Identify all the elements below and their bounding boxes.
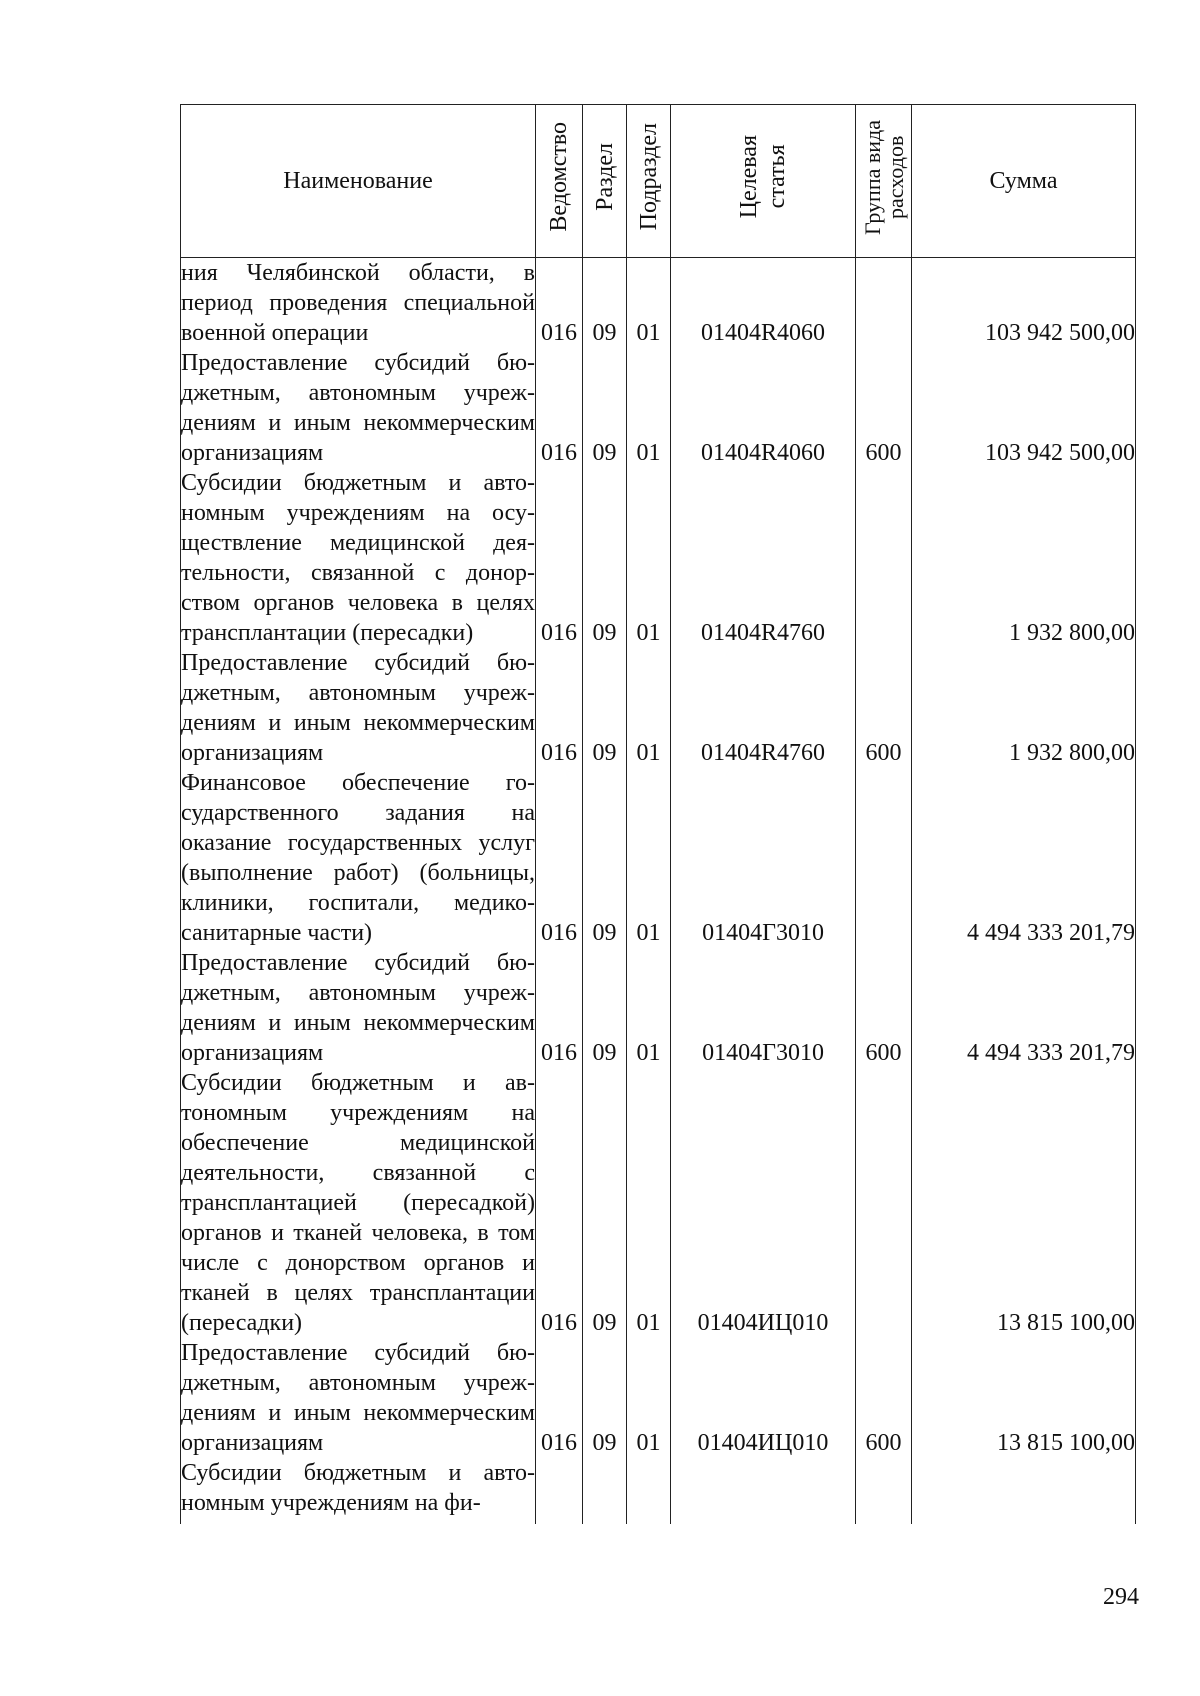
budget-table bbox=[180, 104, 1136, 1524]
row-celevaya: 01404Г3010 bbox=[671, 768, 856, 948]
row-gruppa bbox=[856, 768, 912, 948]
row-ved: 016 bbox=[536, 258, 583, 349]
row-name: Финансовое обеспечение государственного задания на оказание государственных услуг (выполнение работ) (больницы, клиники, госпитали, медико-санитарные части) bbox=[181, 770, 535, 946]
row-name: Субсидии бюджетным и автономным учреждениям на обеспечение медицинской деятельности, связанной с трансплантацией (пересадкой) органов и тканей человека, в том числе с донорством органов и тканей в целях трансплантации (пересадки) bbox=[181, 1070, 535, 1336]
header-celevaya-line2: статья bbox=[764, 145, 790, 209]
table-row bbox=[181, 768, 1136, 948]
header-celevaya bbox=[671, 105, 856, 258]
row-name: Предоставление субсидий бюджетным, автономным учреждениям и иным некоммерческим организациям bbox=[181, 1340, 535, 1456]
row-ved: 016 bbox=[536, 1068, 583, 1338]
header-celevaya-label bbox=[735, 135, 791, 218]
table-body bbox=[181, 258, 1136, 1525]
header-podrazdel bbox=[627, 105, 671, 258]
table-row bbox=[181, 1068, 1136, 1338]
row-summa: 4 494 333 201,79 bbox=[912, 768, 1136, 948]
row-summa: 1 932 800,00 bbox=[912, 648, 1136, 768]
row-summa: 1 932 800,00 bbox=[912, 468, 1136, 648]
row-ved: 016 bbox=[536, 348, 583, 468]
row-podrazdel: 01 bbox=[627, 768, 671, 948]
row-name: Субсидии бюджетным и автономным учреждениям на осуществление медицинской деятельности, связанной с донорством органов человека в целях трансплантации (пересадки) bbox=[181, 470, 535, 646]
row-razdel: 09 bbox=[583, 258, 627, 349]
row-ved: 016 bbox=[536, 468, 583, 648]
row-razdel: 09 bbox=[583, 768, 627, 948]
row-razdel: 09 bbox=[583, 348, 627, 468]
row-podrazdel: 01 bbox=[627, 1338, 671, 1458]
row-ved: 016 bbox=[536, 948, 583, 1068]
row-ved: 016 bbox=[536, 648, 583, 768]
row-celevaya: 01404R4060 bbox=[671, 348, 856, 468]
row-ved: 016 bbox=[536, 768, 583, 948]
header-gruppa-label bbox=[861, 120, 907, 235]
row-summa: 13 815 100,00 bbox=[912, 1338, 1136, 1458]
table-row bbox=[181, 648, 1136, 768]
row-gruppa bbox=[856, 468, 912, 648]
row-ved: 016 bbox=[536, 1338, 583, 1458]
row-name: Предоставление субсидий бюджетным, автономным учреждениям и иным некоммерческим организациям bbox=[181, 650, 535, 766]
row-celevaya: 01404ИЦ010 bbox=[671, 1338, 856, 1458]
table-row-continued bbox=[181, 1458, 1136, 1524]
table-row bbox=[181, 468, 1136, 648]
header-gruppa-line2: расходов bbox=[882, 135, 908, 219]
header-name-label: Наименование bbox=[283, 168, 433, 194]
header-gruppa-line1: Группа вида bbox=[859, 119, 885, 235]
header-ved bbox=[536, 105, 583, 258]
row-razdel: 09 bbox=[583, 468, 627, 648]
header-name bbox=[181, 105, 536, 258]
header-summa bbox=[912, 105, 1136, 258]
row-ved bbox=[536, 1458, 583, 1524]
row-gruppa bbox=[856, 1458, 912, 1524]
row-name: Предоставление субсидий бюджетным, автономным учреждениям и иным некоммерческим организациям bbox=[181, 350, 535, 466]
header-celevaya-line1: Целевая bbox=[736, 135, 762, 219]
row-podrazdel bbox=[627, 1458, 671, 1524]
header-summa-label: Сумма bbox=[989, 168, 1058, 194]
row-summa: 4 494 333 201,79 bbox=[912, 948, 1136, 1068]
table-row bbox=[181, 258, 1136, 349]
table-row bbox=[181, 948, 1136, 1068]
row-podrazdel: 01 bbox=[627, 348, 671, 468]
row-celevaya: 01404R4760 bbox=[671, 648, 856, 768]
row-celevaya: 01404R4060 bbox=[671, 258, 856, 349]
row-podrazdel: 01 bbox=[627, 258, 671, 349]
row-gruppa bbox=[856, 258, 912, 349]
row-gruppa: 600 bbox=[856, 648, 912, 768]
table-row bbox=[181, 1338, 1136, 1458]
row-summa: 13 815 100,00 bbox=[912, 1068, 1136, 1338]
row-name: Предоставление субсидий бюджетным, автономным учреждениям и иным некоммерческим организациям bbox=[181, 950, 535, 1066]
header-ved-label: Ведомство bbox=[546, 122, 572, 232]
row-name: ния Челябинской области, в период проведения специальной военной операции bbox=[181, 258, 536, 349]
row-podrazdel: 01 bbox=[627, 948, 671, 1068]
header-gruppa bbox=[856, 105, 912, 258]
row-summa: 103 942 500,00 bbox=[912, 348, 1136, 468]
row-gruppa: 600 bbox=[856, 348, 912, 468]
row-gruppa bbox=[856, 1068, 912, 1338]
table-row bbox=[181, 348, 1136, 468]
row-gruppa: 600 bbox=[856, 948, 912, 1068]
page-number: 294 bbox=[1103, 1584, 1139, 1610]
row-razdel: 09 bbox=[583, 1068, 627, 1338]
row-gruppa: 600 bbox=[856, 1338, 912, 1458]
table-header bbox=[181, 105, 1136, 258]
row-celevaya: 01404Г3010 bbox=[671, 948, 856, 1068]
row-name: Субсидии бюджетным и автономным учреждениям на фи- bbox=[181, 1458, 536, 1524]
row-podrazdel: 01 bbox=[627, 468, 671, 648]
row-podrazdel: 01 bbox=[627, 1068, 671, 1338]
row-celevaya bbox=[671, 1458, 856, 1524]
row-celevaya: 01404ИЦ010 bbox=[671, 1068, 856, 1338]
row-razdel bbox=[583, 1458, 627, 1524]
header-podrazdel-label: Подраздел bbox=[635, 123, 662, 231]
header-razdel bbox=[583, 105, 627, 258]
row-razdel: 09 bbox=[583, 948, 627, 1068]
row-celevaya: 01404R4760 bbox=[671, 468, 856, 648]
header-razdel-label: Раздел bbox=[591, 143, 618, 211]
row-razdel: 09 bbox=[583, 648, 627, 768]
row-razdel: 09 bbox=[583, 1338, 627, 1458]
row-summa bbox=[912, 1458, 1136, 1524]
row-podrazdel: 01 bbox=[627, 648, 671, 768]
row-summa: 103 942 500,00 bbox=[912, 258, 1136, 349]
